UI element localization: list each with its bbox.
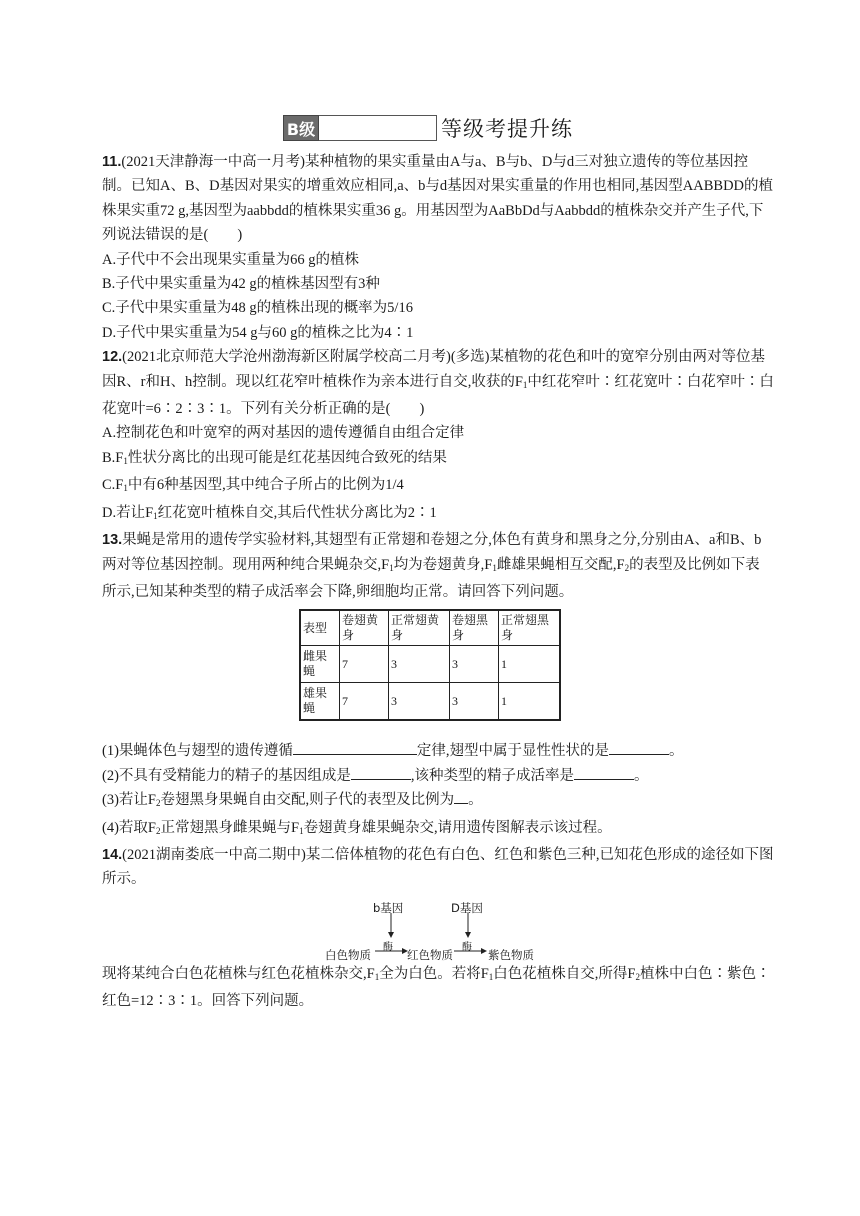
table-cell: 3 <box>450 683 499 721</box>
red-substance-label: 红色物质 <box>407 947 453 962</box>
flower-color-pathway-diagram <box>102 896 774 962</box>
white-substance-label: 白色物质 <box>325 947 371 962</box>
question-content <box>102 150 774 1014</box>
option-c: $C.F_1$中有6种基因型,其中纯合子所占的比例为1/4 <box>102 477 404 494</box>
answer-blank[interactable] <box>351 764 411 780</box>
question-13-stem: 13.果蝇是常用的遗传学实验材料,其翅型有正常翅和卷翅之分,体色有黄身和黑身之分,分别由A、a和B、b两对等位基因控制。现用两种纯合果蝇杂交$,F_1$均为卷翅黄身$,F_1$雌雄果蝇相互交配$,F_2$的表型及比例如下表所示,已知某种类型的精子成活率会下降,卵细胞均正常。请回答下列问题。 <box>102 532 762 600</box>
section-title: 等级考提升练 <box>441 117 573 141</box>
option-d: D.若让$F_1$红花宽叶植株自交,其后代性状分离比为2∶1 <box>102 504 437 521</box>
question-number: 14. <box>102 846 123 863</box>
table-cell: 雄果蝇 <box>300 683 340 721</box>
enzyme-label: 酶 <box>383 941 393 953</box>
question-text: (2021湖南娄底一中高二期中)某二倍体植物的花色有白色、红色和紫色三种,已知花色形成的途径如下图所示。 <box>102 846 774 888</box>
table-cell: 1 <box>499 683 561 721</box>
enzyme-label: 酶 <box>462 941 472 953</box>
subquestion-4: (4)若取$F_2$正常翅黑身雌果蝇与$F_1$卷翅黄身雄果蝇杂交,请用遗传图解表示该过程。 <box>102 819 612 836</box>
option-a: A.控制花色和叶宽窄的两对基因的遗传遵循自由组合定律 <box>102 425 465 442</box>
question-14-tail: 现将某纯合白色花植株与红色花植株杂交$,F_1$全为白色。若将$F_1$白色花植株自交,所得$F_2$植株中白色∶紫色∶红色=12∶3∶1。回答下列问题。 <box>102 965 771 1010</box>
question-text: (2021北京师范大学沧州渤海新区附属学校高二月考)(多选)某植物的花色和叶的宽窄分别由两对等位基因R、r和H、h控制。现以红花窄叶植株作为亲本进行自交,收获的F <box>102 349 765 390</box>
table-header-row <box>300 610 560 646</box>
table-cell: 3 <box>389 646 450 683</box>
spacer <box>102 727 774 739</box>
question-number: 13. <box>102 532 123 549</box>
section-header <box>283 110 573 146</box>
option-b: $B.F_1$性状分离比的出现可能是红花基因纯合致死的结果 <box>102 449 447 466</box>
table-cell: 1 <box>499 646 561 683</box>
subquestion-3: (3)若让$F_2$卷翅黑身果蝇自由交配,则子代的表型及比例为 。 <box>102 788 774 815</box>
gene-d-label: D基因 <box>451 900 483 915</box>
table-cell: 雌果蝇 <box>300 646 340 683</box>
option-a: A.子代中不会出现果实重量为66 g的植株 <box>102 251 359 268</box>
answer-blank[interactable] <box>574 764 634 780</box>
level-badge: B级 <box>283 115 319 141</box>
question-11-stem <box>102 150 774 248</box>
table-cell: 7 <box>340 683 389 721</box>
table-header-cell: 正常翅黄身 <box>389 610 450 646</box>
purple-substance-label: 紫色物质 <box>488 947 534 962</box>
table-cell: 7 <box>340 646 389 683</box>
gene-b-label: b基因 <box>373 900 404 915</box>
option-c: C.子代中果实重量为48 g的植株出现的概率为5/16 <box>102 300 413 317</box>
subscript: 1 <box>522 379 528 390</box>
question-number: 12. <box>102 349 123 366</box>
question-text: (2021天津静海一中高一月考)某种植物的果实重量由A与a、B与b、D与d三对独立遗传的等位基因控制。已知A、B、D基因对果实的增重效应相同,a、b与d基因对果实重量的作用也相同,基因型AABBDD的植株果实重72 g,基因型为aabbdd的植株果实重36 g。用基因型为AaBbDd与Aabbdd的植株杂交并产生子代,下列说法错误的是( ) <box>102 154 774 244</box>
option-b: B.子代中果实重量为42 g的植株基因型有3种 <box>102 276 380 293</box>
question-14-stem <box>102 843 774 892</box>
answer-blank[interactable] <box>609 739 669 755</box>
answer-blank[interactable] <box>454 788 468 804</box>
table-header-cell: 表型 <box>300 610 340 646</box>
table-header-cell: 卷翅黄身 <box>340 610 389 646</box>
phenotype-table <box>299 609 561 721</box>
subquestion-2: (2)不具有受精能力的精子的基因组成是 ,该种类型的精子成活率是 。 <box>102 764 774 788</box>
table-cell: 3 <box>389 683 450 721</box>
table-header-cell: 卷翅黑身 <box>450 610 499 646</box>
question-number: 11. <box>102 154 122 170</box>
table-cell: 3 <box>450 646 499 683</box>
table-header-cell: 正常翅黑身 <box>499 610 561 646</box>
option-d: D.子代中果实重量为54 g与60 g的植株之比为4∶1 <box>102 324 414 341</box>
answer-blank[interactable] <box>293 739 417 755</box>
question-text: 中红花窄叶∶红花宽叶∶白花窄叶∶白花宽叶=6∶2∶3∶1。下列有关分析正确的是( ) <box>102 373 774 418</box>
question-12-stem <box>102 345 774 421</box>
subquestion-1: (1)果蝇体色与翅型的遗传遵循 定律,翅型中属于显性性状的是 。 <box>102 739 774 763</box>
table-row <box>300 683 560 721</box>
table-row <box>300 646 560 683</box>
header-box <box>319 115 437 141</box>
